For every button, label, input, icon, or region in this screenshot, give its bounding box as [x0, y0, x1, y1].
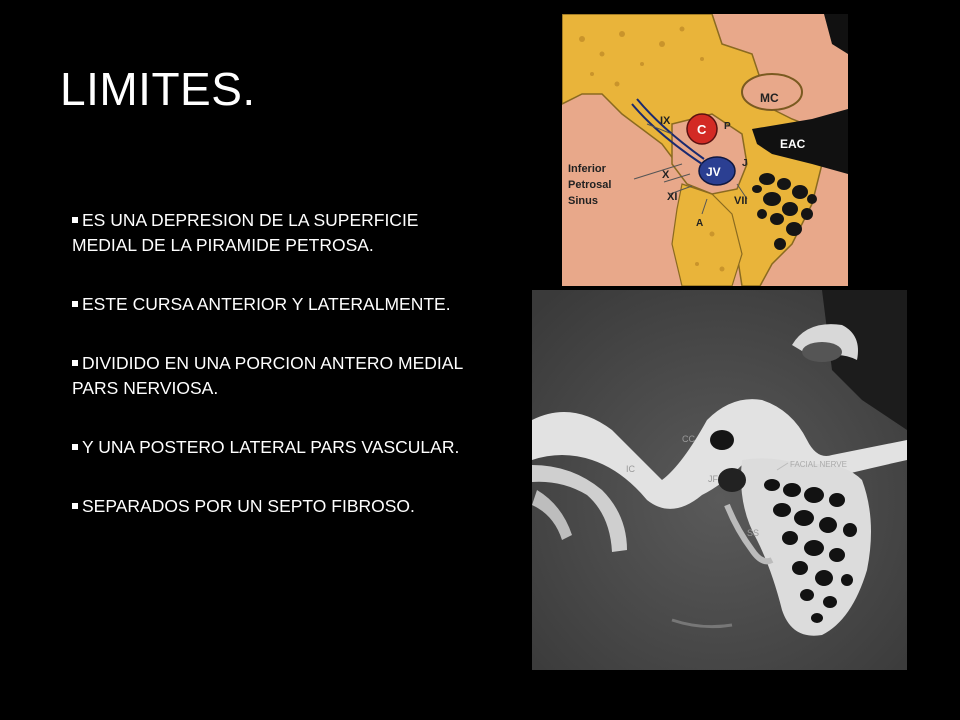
petrosal-label: Petrosal — [568, 179, 612, 191]
bullet-item: ESTE CURSA ANTERIOR Y LATERALMENTE. — [72, 292, 472, 317]
bullet-item: Y UNA POSTERO LATERAL PARS VASCULAR. — [72, 435, 472, 460]
svg-text:P: P — [724, 121, 731, 132]
bullet-square-icon — [72, 360, 78, 366]
svg-text:EAC: EAC — [780, 137, 806, 151]
svg-text:IX: IX — [660, 115, 671, 127]
svg-text:JV: JV — [706, 165, 721, 179]
svg-text:IC: IC — [626, 464, 635, 474]
jugular-foramen-diagram — [562, 14, 848, 286]
svg-text:MC: MC — [760, 91, 779, 105]
carotid-canal-ct — [710, 430, 734, 450]
svg-text:C: C — [697, 122, 707, 137]
svg-text:CC: CC — [682, 434, 695, 444]
svg-text:XI: XI — [667, 191, 678, 203]
svg-text:FACIAL NERVE: FACIAL NERVE — [790, 460, 847, 469]
svg-text:VII: VII — [734, 195, 748, 207]
slide-title: LIMITES. — [60, 63, 256, 115]
bullet-square-icon — [72, 444, 78, 450]
bullet-square-icon — [72, 217, 78, 223]
svg-text:JF: JF — [708, 474, 718, 484]
inferior-label: Inferior — [568, 163, 606, 175]
bullet-square-icon — [72, 301, 78, 307]
svg-text:J: J — [742, 158, 748, 169]
bullet-square-icon — [72, 503, 78, 509]
jugular-foramen-ct — [718, 468, 746, 492]
sinus-label: Sinus — [568, 195, 598, 207]
bullet-item: DIVIDIDO EN UNA PORCION ANTERO MEDIAL PARS NERVIOSA. — [72, 353, 463, 398]
svg-text:A: A — [696, 218, 704, 229]
ct-scan-image — [532, 290, 907, 670]
bullet-item: ES UNA DEPRESION DE LA SUPERFICIE MEDIAL DE LA PIRAMIDE PETROSA. — [72, 210, 419, 255]
bullet-list — [72, 208, 472, 553]
svg-text:SS: SS — [747, 528, 760, 538]
svg-text:X: X — [662, 169, 670, 181]
bullet-item: SEPARADOS POR UN SEPTO FIBROSO. — [72, 494, 472, 519]
